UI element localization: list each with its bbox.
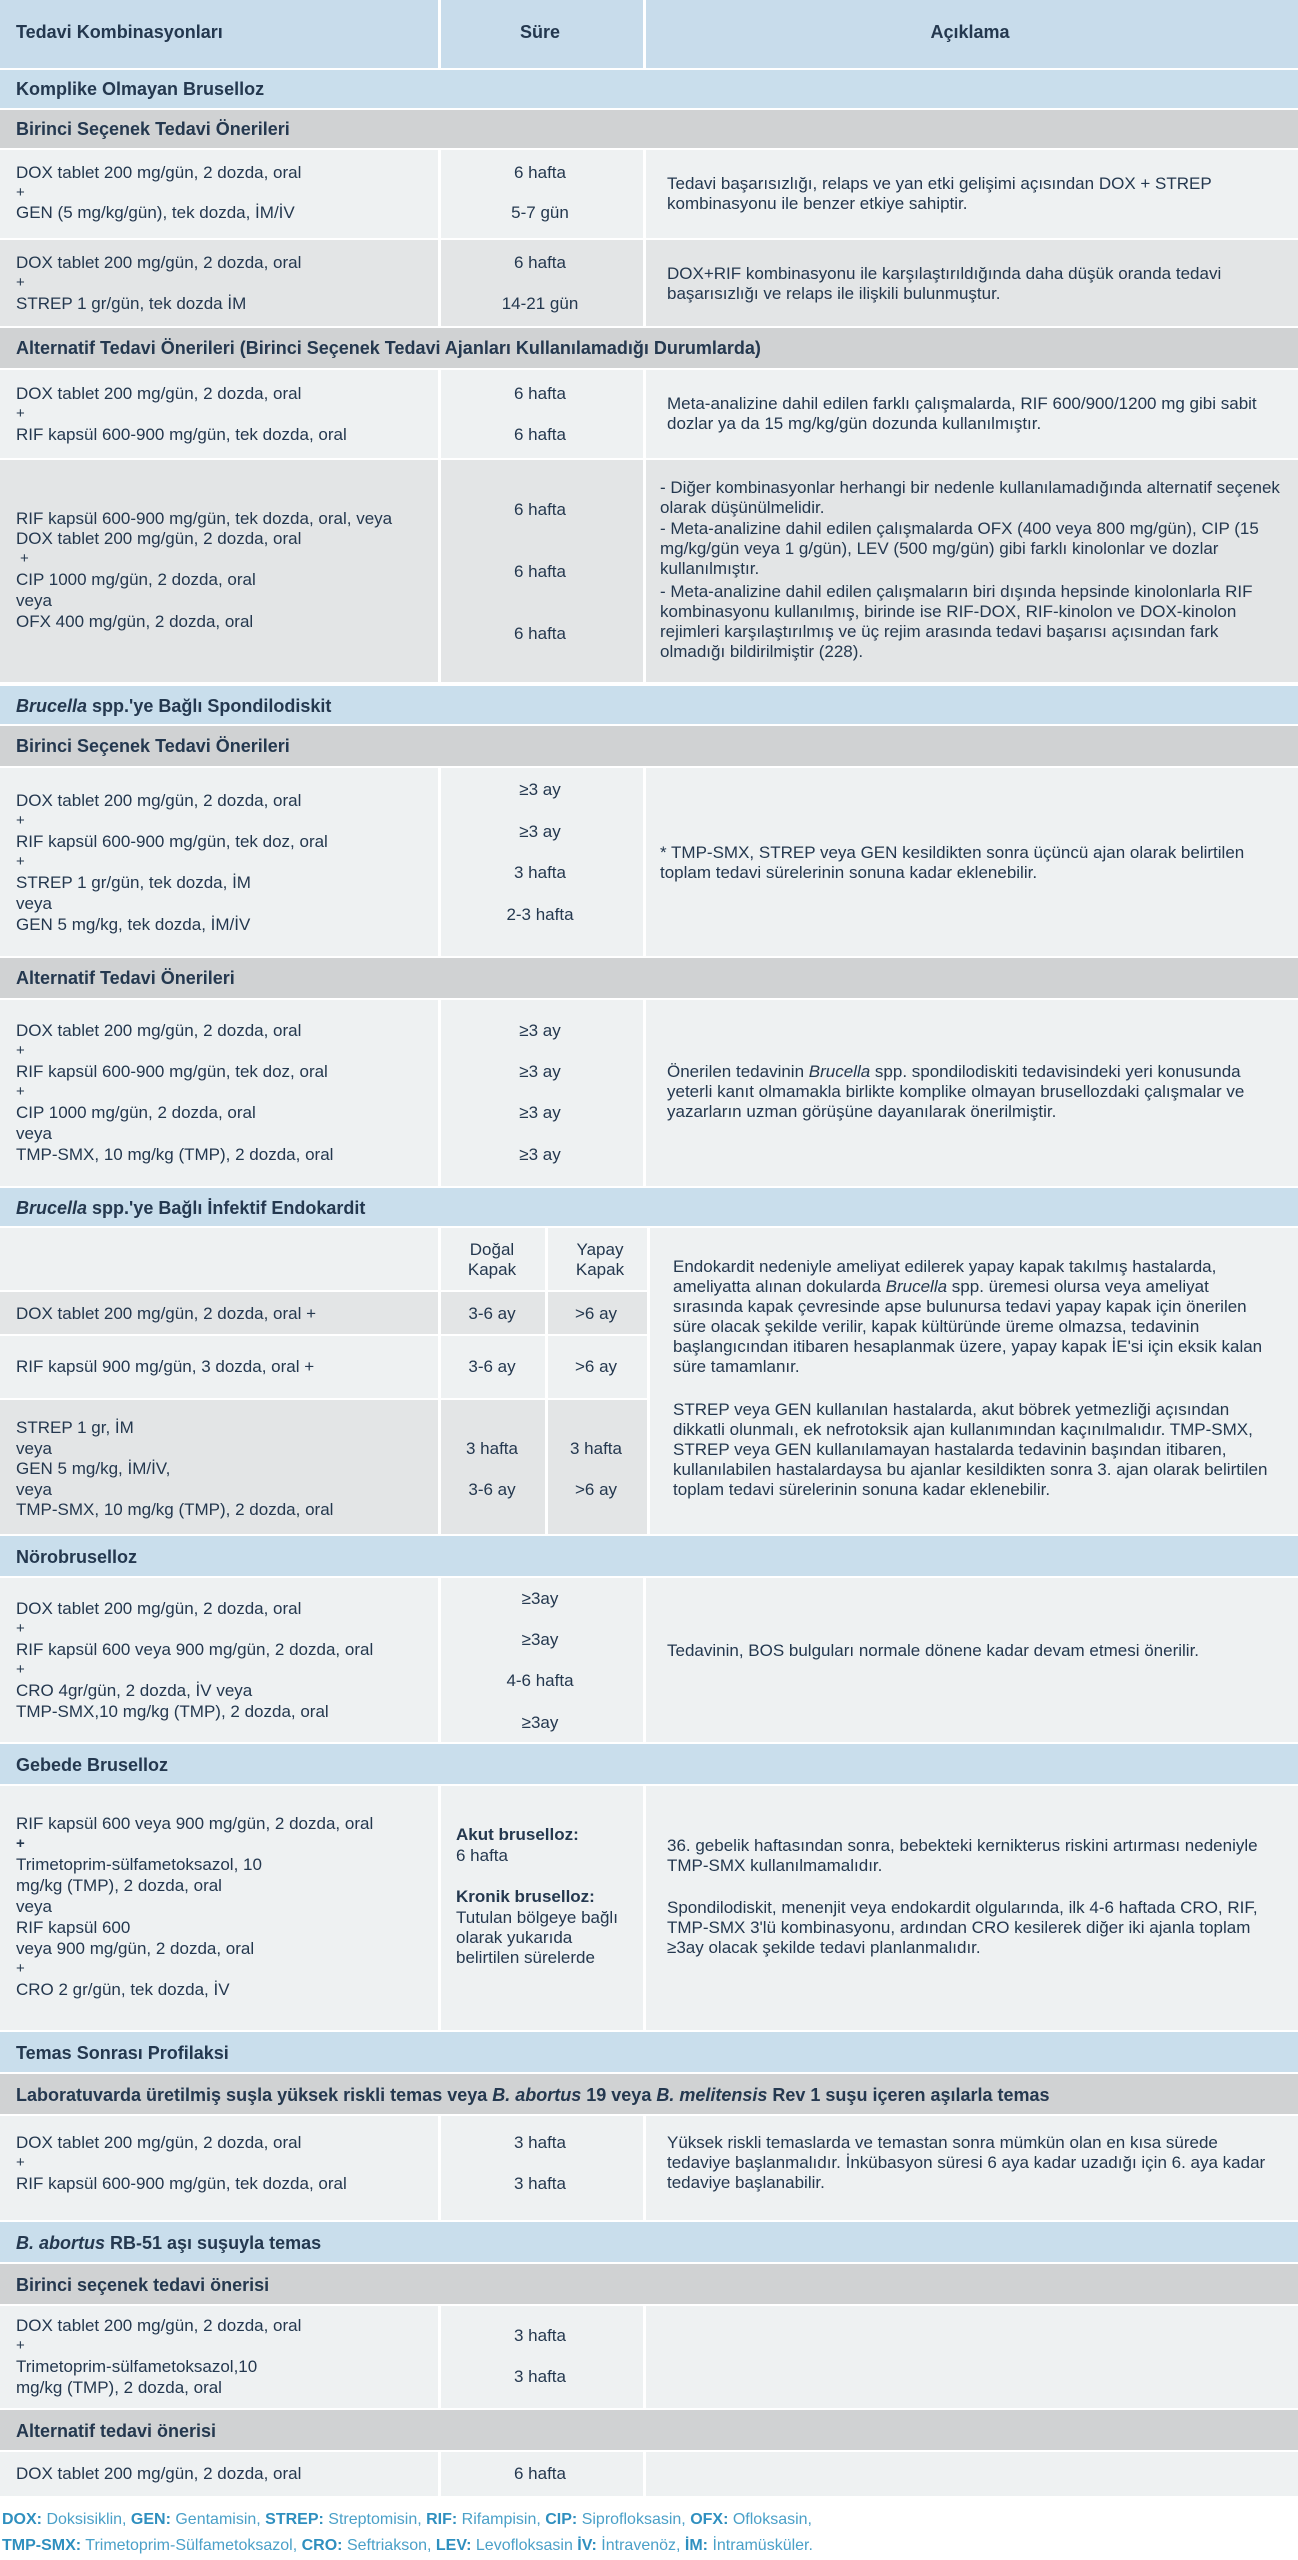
column-divider bbox=[643, 1000, 646, 1186]
drug-line: DOX tablet 200 mg/gün, 2 dozda, oral bbox=[16, 253, 302, 272]
duration: 6 hafta bbox=[514, 384, 566, 403]
column-divider bbox=[438, 1228, 441, 1534]
drug-line: Trimetoprim-sülfametoksazol, 10 bbox=[16, 1855, 262, 1874]
column-divider bbox=[438, 370, 441, 682]
drug-line: RIF kapsül 600-900 mg/gün, tek doz, oral bbox=[16, 1062, 328, 1081]
duration: 4-6 hafta bbox=[506, 1671, 574, 1690]
drug-line: RIF kapsül 600-900 mg/gün, tek dozda, oral bbox=[16, 2174, 347, 2193]
drug-line: TMP-SMX,10 mg/kg (TMP), 2 dozda, oral bbox=[16, 1702, 329, 1721]
drug-line: GEN (5 mg/kg/gün), tek dozda, İM/İV bbox=[16, 203, 295, 222]
plus-sign: + bbox=[16, 405, 25, 422]
header-col-description: Açıklama bbox=[930, 22, 1010, 42]
drug-line: DOX tablet 200 mg/gün, 2 dozda, oral bbox=[16, 2316, 302, 2335]
drug-line: DOX tablet 200 mg/gün, 2 dozda, oral bbox=[16, 2464, 302, 2483]
subsection-title: B. abortus RB-51 aşı suşuyla temas bbox=[16, 2233, 322, 2253]
drug-line: DOX tablet 200 mg/gün, 2 dozda, oral bbox=[16, 384, 302, 403]
description: Yüksek riskli temaslarda ve temastan sonra mümkün olan en kısa sürede tedaviye başlanmalıdır. İnkübasyon süresi 6 aya kadar uzadığı için 6. aya kadar tedaviye başlanabilir. bbox=[667, 2133, 1266, 2192]
column-divider bbox=[438, 2306, 441, 2408]
column-divider bbox=[643, 150, 646, 326]
duration: 6 hafta bbox=[514, 253, 566, 272]
duration: ≥3 ay bbox=[519, 1021, 561, 1040]
header-col-duration: Süre bbox=[519, 22, 561, 42]
drug-line: CIP 1000 mg/gün, 2 dozda, oral bbox=[16, 1103, 256, 1122]
subsection-title: Birinci Seçenek Tedavi Önerileri bbox=[16, 119, 290, 139]
subsection-title: Alternatif tedavi önerisi bbox=[16, 2421, 217, 2441]
duration: 3 hafta bbox=[514, 2367, 566, 2386]
description: Tedavi başarısızlığı, relaps ve yan etki gelişimi açısından DOX + STREP kombinasyonu ile benzer etkiye sahiptir. bbox=[667, 174, 1212, 213]
drug-line: RIF kapsül 600-900 mg/gün, tek doz, oral bbox=[16, 832, 328, 851]
description: Tedavinin, BOS bulguları normale dönene kadar devam etmesi önerilir. bbox=[667, 1641, 1200, 1660]
drug-line: STREP 1 gr/gün, tek dozda, İM bbox=[16, 873, 251, 892]
column-divider bbox=[643, 370, 646, 682]
duration: 14-21 gün bbox=[501, 294, 579, 313]
drug-line: RIF kapsül 600-900 mg/gün, tek dozda, oral, veya bbox=[16, 509, 393, 528]
drug-line: RIF kapsül 600-900 mg/gün, tek dozda, oral bbox=[16, 425, 347, 444]
duration-native: 3-6 ay bbox=[468, 1480, 516, 1499]
drug-line: DOX tablet 200 mg/gün, 2 dozda, oral bbox=[16, 1021, 302, 1040]
description-bullet: - Diğer kombinasyonlar herhangi bir nedenle kullanılamadığında alternatif seçenek olarak düşünülmelidir. bbox=[660, 478, 1280, 517]
drug-line: DOX tablet 200 mg/gün, 2 dozda, oral bbox=[16, 2133, 302, 2152]
column-divider bbox=[643, 2306, 646, 2408]
or-label: veya bbox=[16, 1439, 52, 1458]
plus-sign: + bbox=[16, 2154, 25, 2171]
duration: 2-3 hafta bbox=[506, 905, 574, 924]
subsection-title: Laboratuvarda üretilmiş suşla yüksek riskli temas veya B. abortus 19 veya B. melitensis Rev 1 suşu içeren aşılarla temas bbox=[16, 2085, 1050, 2105]
plus-sign: + bbox=[16, 1835, 25, 1852]
header-col-treatment: Tedavi Kombinasyonları bbox=[16, 22, 223, 42]
plus-sign: + bbox=[16, 2337, 25, 2354]
duration-prosthetic: >6 ay bbox=[574, 1357, 618, 1376]
plus-sign: + bbox=[16, 184, 25, 201]
description: Önerilen tedavinin Brucella spp. spondilodiskiti tedavisindeki yeri konusunda yeterli kanıt olmamakla birlikte komplike olmayan brusellozdaki çalışmalar ve yazarların uzman görüşüne dayanılarak önerilmiştir. bbox=[667, 1062, 1245, 1121]
drug-line: mg/kg (TMP), 2 dozda, oral bbox=[16, 1876, 222, 1895]
plus-sign: + bbox=[16, 812, 25, 829]
description-bullet: - Meta-analizine dahil edilen çalışmaların biri dışında hepsinde kinolonlarla RIF kombinasyonu kullanılmış, birinde ise RIF-DOX, RIF-kinolon ve DOX-kinolon rejimleri karşılaştırılmış ve üç rejim arasında tedavi başarısı açısından fark olmadığı bildirilmiştir (228). bbox=[660, 582, 1253, 661]
chronic-label: Kronik bruselloz: bbox=[456, 1887, 595, 1906]
duration: 6 hafta bbox=[514, 562, 566, 581]
section-pregnancy bbox=[0, 1744, 1298, 1784]
drug-line: OFX 400 mg/gün, 2 dozda, oral bbox=[16, 612, 254, 631]
description: * TMP-SMX, STREP veya GEN kesildikten sonra üçüncü ajan olarak belirtilen toplam tedavi sürelerinin sonuna kadar eklenebilir. bbox=[660, 843, 1245, 882]
section-title: Brucella spp.'ye Bağlı İnfektif Endokardit bbox=[16, 1198, 366, 1218]
prosthetic-valve-header: Yapay Kapak bbox=[575, 1240, 625, 1279]
column-divider bbox=[643, 0, 646, 68]
duration: 6 hafta bbox=[514, 425, 566, 444]
column-divider bbox=[545, 1228, 548, 1534]
drug-line: CRO 2 gr/gün, tek dozda, İV bbox=[16, 1980, 230, 1999]
column-divider bbox=[438, 2116, 441, 2220]
description: Meta-analizine dahil edilen farklı çalışmalarda, RIF 600/900/1200 mg gibi sabit dozlar ya da 15 mg/kg/gün dozunda kullanılmıştır. bbox=[667, 394, 1257, 433]
duration: ≥3ay bbox=[521, 1589, 559, 1608]
drug-line: DOX tablet 200 mg/gün, 2 dozda, oral bbox=[16, 1599, 302, 1618]
plus-sign: + bbox=[16, 1661, 25, 1678]
chronic-duration: Tutulan bölgeye bağlı olarak yukarıda belirtilen sürelerde bbox=[456, 1908, 618, 1967]
column-divider bbox=[438, 1000, 441, 1186]
column-divider bbox=[643, 2452, 646, 2496]
or-label: veya bbox=[16, 591, 52, 610]
duration: 6 hafta bbox=[514, 163, 566, 182]
plus-sign: + bbox=[16, 1042, 25, 1059]
drug-line: STREP 1 gr, İM bbox=[16, 1418, 134, 1437]
column-divider bbox=[438, 2452, 441, 2496]
duration: ≥3 ay bbox=[519, 1145, 561, 1164]
duration: 3 hafta bbox=[514, 2326, 566, 2345]
duration: ≥3ay bbox=[521, 1713, 559, 1732]
drug-line: GEN 5 mg/kg, İM/İV, bbox=[16, 1459, 171, 1478]
drug-line: RIF kapsül 600 veya 900 mg/gün, 2 dozda, oral bbox=[16, 1814, 374, 1833]
duration: 3 hafta bbox=[514, 863, 566, 882]
drug-line: DOX tablet 200 mg/gün, 2 dozda, oral + bbox=[16, 1304, 317, 1323]
plus-sign: + bbox=[16, 853, 25, 870]
section-title: Nörobruselloz bbox=[16, 1547, 138, 1567]
duration-native: 3-6 ay bbox=[468, 1357, 516, 1376]
drug-line: CRO 4gr/gün, 2 dozda, İV veya bbox=[16, 1681, 253, 1700]
duration-prosthetic: >6 ay bbox=[574, 1304, 618, 1323]
column-divider bbox=[438, 1786, 441, 2030]
plus-sign: + bbox=[16, 1083, 25, 1100]
subsection-title: Alternatif Tedavi Önerileri (Birinci Seçenek Tedavi Ajanları Kullanılamadığı Durumlarda) bbox=[16, 338, 761, 358]
description: Endokardit nedeniyle ameliyat edilerek yapay kapak takılmış hastalarda, ameliyatta alınan dokularda Brucella spp. üremesi olursa veya ameliyat sırasında kapak çevresinde apse bulunursa tedavi yapay kapak için önerilen süre olacak şekilde verilir, kapak kültüründe üreme olmazsa, tedavinin başlangıcından itibaren hesaplanmak üzere, yapay kapak İE'si için eksik kalan süre tamamlanır. bbox=[673, 1257, 1263, 1376]
drug-line: TMP-SMX, 10 mg/kg (TMP), 2 dozda, oral bbox=[16, 1145, 334, 1164]
drug-line: RIF kapsül 600 bbox=[16, 1918, 131, 1937]
column-divider bbox=[438, 768, 441, 956]
drug-line: DOX tablet 200 mg/gün, 2 dozda, oral bbox=[16, 163, 302, 182]
subsection-title: Birinci Seçenek Tedavi Önerileri bbox=[16, 736, 290, 756]
column-divider bbox=[643, 1786, 646, 2030]
drug-line: DOX tablet 200 mg/gün, 2 dozda, oral bbox=[16, 529, 302, 548]
duration-prosthetic: >6 ay bbox=[574, 1480, 618, 1499]
drug-line: GEN 5 mg/kg, tek dozda, İM/İV bbox=[16, 915, 251, 934]
drug-line: mg/kg (TMP), 2 dozda, oral bbox=[16, 2378, 222, 2397]
section-neurobrucellosis bbox=[0, 1536, 1298, 1576]
section-title: Komplike Olmayan Bruselloz bbox=[16, 79, 265, 99]
description: STREP veya GEN kullanılan hastalarda, akut böbrek yetmezliği açısından dikkatli olunmalı, ek nefrotoksik ajan kullanımından kaçınılmalıdır. TMP-SMX, STREP veya GEN kullanılamayan hastalarda tedavinin başından itibaren, kullanılabilen hastalardaysa bu ajanlar kesildikten sonra 3. ajan olarak belirtilen toplam tedavi sürelerinin sonuna kadar eklenebilir. bbox=[673, 1400, 1268, 1499]
drug-line: veya 900 mg/gün, 2 dozda, oral bbox=[16, 1939, 255, 1958]
column-divider bbox=[643, 1578, 646, 1742]
abbreviation-legend-line-2: TMP-SMX: Trimetoprim-Sülfametoksazol, CRO: Seftriakson, LEV: Levofloksasin İV: İntravenöz, İM: İntramüsküler. bbox=[2, 2537, 813, 2554]
plus-sign: + bbox=[20, 550, 29, 567]
drug-line: RIF kapsül 600 veya 900 mg/gün, 2 dozda, oral bbox=[16, 1640, 374, 1659]
duration: ≥3 ay bbox=[519, 780, 561, 799]
subsection-title: Alternatif Tedavi Önerileri bbox=[16, 968, 235, 988]
acute-duration: 6 hafta bbox=[456, 1846, 508, 1865]
column-divider bbox=[438, 1578, 441, 1742]
duration: 6 hafta bbox=[514, 2464, 566, 2483]
drug-line: Trimetoprim-sülfametoksazol,10 bbox=[16, 2357, 258, 2376]
plus-sign: + bbox=[16, 1620, 25, 1637]
duration: 6 hafta bbox=[514, 500, 566, 519]
drug-line: RIF kapsül 900 mg/gün, 3 dozda, oral + bbox=[16, 1357, 315, 1376]
column-divider bbox=[438, 150, 441, 326]
column-divider bbox=[643, 768, 646, 956]
duration: 6 hafta bbox=[514, 624, 566, 643]
description: 36. gebelik haftasından sonra, bebekteki kernikterus riskini artırması nedeniyle TMP-SMX kullanılmamalıdır. bbox=[667, 1836, 1258, 1875]
duration: 3 hafta bbox=[514, 2133, 566, 2152]
drug-line: CIP 1000 mg/gün, 2 dozda, oral bbox=[16, 570, 256, 589]
duration-native: 3-6 ay bbox=[468, 1304, 516, 1323]
column-divider bbox=[647, 1228, 650, 1534]
duration: ≥3 ay bbox=[519, 822, 561, 841]
description-bullet: - Meta-analizine dahil edilen çalışmalarda OFX (400 veya 800 mg/gün), CIP (15 mg/kg/gün veya 1 g/gün), LEV (500 mg/gün) gibi farklı kinolonlar ve dozlar kullanılmıştır. bbox=[660, 519, 1259, 578]
or-label: veya bbox=[16, 1897, 52, 1916]
duration: 3 hafta bbox=[514, 2174, 566, 2193]
native-valve-header: Doğal Kapak bbox=[467, 1240, 517, 1279]
or-label: veya bbox=[16, 894, 52, 913]
drug-line: STREP 1 gr/gün, tek dozda İM bbox=[16, 294, 247, 313]
subsection-title: Birinci seçenek tedavi önerisi bbox=[16, 2275, 270, 2295]
duration: ≥3 ay bbox=[519, 1103, 561, 1122]
description: DOX+RIF kombinasyonu ile karşılaştırıldığında daha düşük oranda tedavi başarısızlığı ve relaps ile ilişkili bulunmuştur. bbox=[667, 264, 1222, 303]
duration-prosthetic: 3 hafta bbox=[570, 1439, 622, 1458]
description: Spondilodiskit, menenjit veya endokardit olgularında, ilk 4-6 haftada CRO, RIF, TMP-SMX 3'lü kombinasyonu, ardından CRO kesilerek diğer iki ajanla toplam ≥3ay olacak şekilde tedavi planlanmalıdır. bbox=[667, 1898, 1258, 1957]
section-title: Gebede Bruselloz bbox=[16, 1755, 169, 1775]
section-title: Brucella spp.'ye Bağlı Spondilodiskit bbox=[16, 696, 332, 716]
column-divider bbox=[643, 2116, 646, 2220]
column-divider bbox=[438, 0, 441, 68]
acute-label: Akut bruselloz: bbox=[456, 1825, 579, 1844]
duration: ≥3ay bbox=[521, 1630, 559, 1649]
duration-native: 3 hafta bbox=[466, 1439, 518, 1458]
abbreviation-legend-line-1: DOX: Doksisiklin, GEN: Gentamisin, STREP: Streptomisin, RIF: Rifampisin, CIP: Siprofloksasin, OFX: Ofloksasin, bbox=[2, 2511, 812, 2528]
plus-sign: + bbox=[16, 274, 25, 291]
drug-line: TMP-SMX, 10 mg/kg (TMP), 2 dozda, oral bbox=[16, 1500, 334, 1519]
plus-sign: + bbox=[16, 1960, 25, 1977]
section-title: Temas Sonrası Profilaksi bbox=[16, 2043, 229, 2063]
drug-line: DOX tablet 200 mg/gün, 2 dozda, oral bbox=[16, 791, 302, 810]
or-label: veya bbox=[16, 1480, 52, 1499]
duration: ≥3 ay bbox=[519, 1062, 561, 1081]
duration: 5-7 gün bbox=[511, 203, 569, 222]
or-label: veya bbox=[16, 1124, 52, 1143]
